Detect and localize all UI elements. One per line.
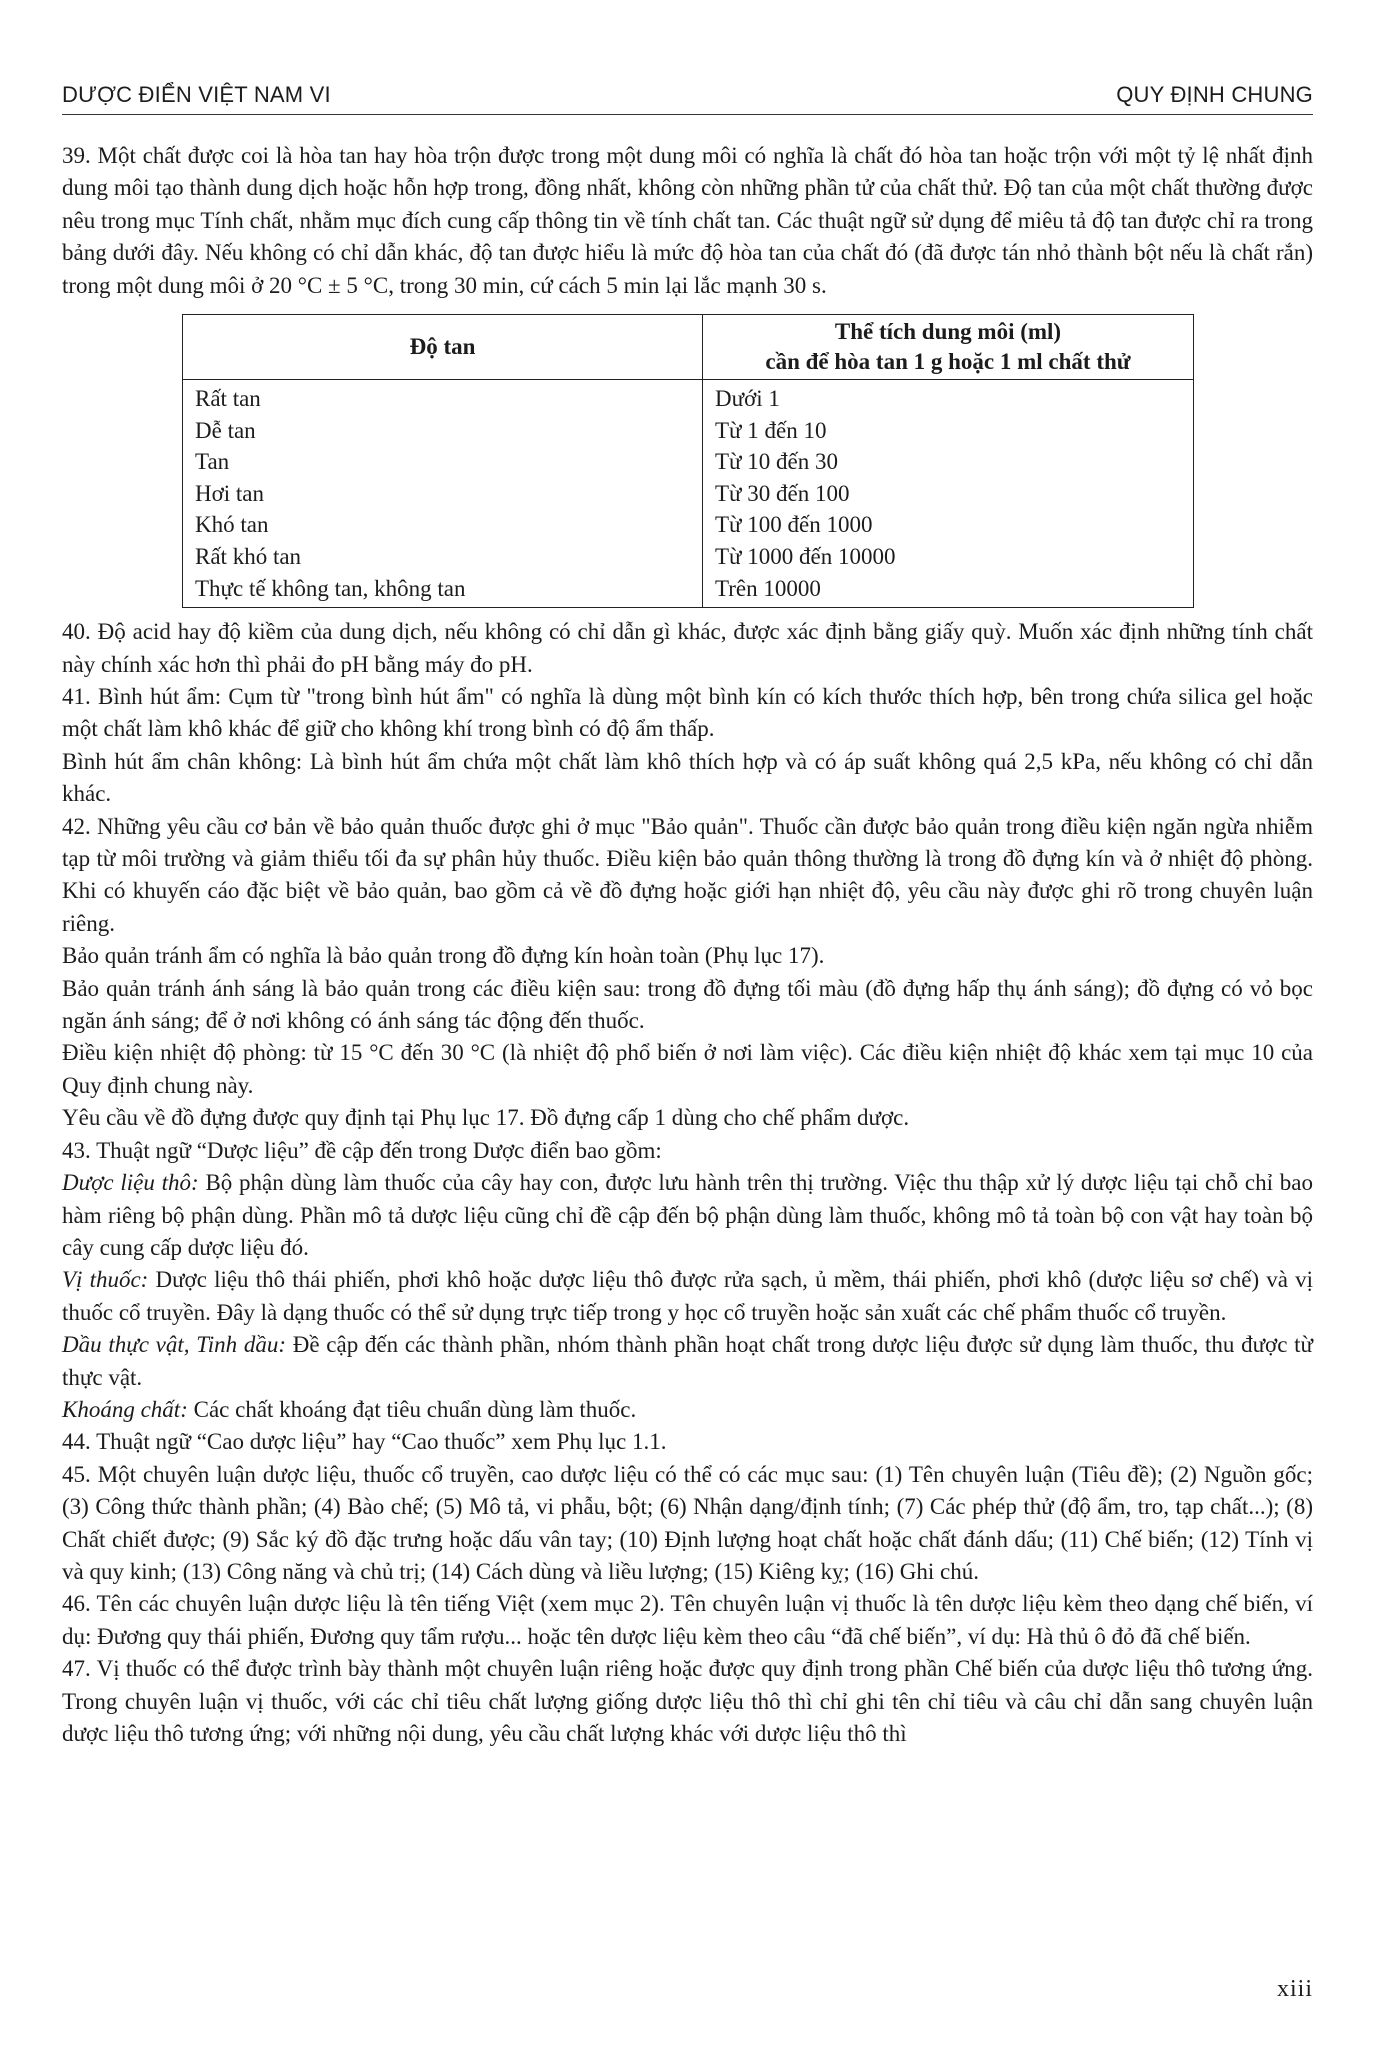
paragraph-42-containers: Yêu cầu về đồ đựng được quy định tại Phụ lục 17. Đồ đựng cấp 1 dùng cho chế phẩm dược. <box>62 1105 910 1131</box>
running-header <box>62 82 1313 115</box>
solubility-term: Hơi tan <box>183 478 703 510</box>
header-solubility: Độ tan <box>183 315 703 380</box>
paragraph-43-minerals <box>62 1394 1313 1426</box>
solubility-term: Rất tan <box>183 380 703 415</box>
paragraph-43-raw-material <box>62 1167 1313 1264</box>
header-book-title: DƯỢC ĐIỂN VIỆT NAM VI <box>62 82 331 107</box>
solvent-volume: Từ 100 đến 1000 <box>703 509 1194 541</box>
term-herbal-drug: Vị thuốc: <box>62 1267 149 1293</box>
paragraph-40: 40. Độ acid hay độ kiềm của dung dịch, nếu không có chỉ dẫn gì khác, được xác định bằng giấy quỳ. Muốn xác định những tính chất này chính xác hơn thì phải đo pH bằng máy đo pH. <box>62 619 1313 677</box>
paragraph-43: 43. Thuật ngữ “Dược liệu” đề cập đến trong Dược điển bao gồm: <box>62 1137 662 1163</box>
paragraph-43-herbal-drug <box>62 1264 1313 1329</box>
body-text <box>62 140 1313 1750</box>
page-number: xiii <box>1276 1976 1313 2002</box>
table-row <box>183 446 1194 478</box>
header-solvent-volume-line2: cần để hòa tan 1 g hoặc 1 ml chất thử <box>765 349 1131 375</box>
paragraph-45: 45. Một chuyên luận dược liệu, thuốc cổ truyền, cao dược liệu có thể có các mục sau: (1) Tên chuyên luận (Tiêu đề); (2) Nguồn gốc; (3) Công thức thành phần; (4) Bào chế; (5) Mô tả, vi phẫu, bột; (6) Nhận dạng/định tính; (7) Các phép thử (độ ẩm, tro, tạp chất...); (8) Chất chiết được; (9) Sắc ký đồ đặc trưng hoặc dấu vân tay; (10) Định lượng hoạt chất hoặc chất đánh dấu; (11) Chế biến; (12) Tính vị và quy kinh; (13) Công năng và chủ trị; (14) Cách dùng và liều lượng; (15) Kiêng kỵ; (16) Ghi chú. <box>62 1461 1313 1584</box>
definition-raw-material: Bộ phận dùng làm thuốc của cây hay con, được lưu hành trên thị trường. Việc thu thập xử lý dược liệu tại chỗ chỉ bao hàm riêng bộ phận dùng. Phần mô tả dược liệu cũng chỉ đề cập đến bộ phận dùng làm thuốc, không mô tả toàn bộ con vật hay toàn bộ cây cung cấp dược liệu đó. <box>62 1170 1313 1260</box>
table-row <box>183 509 1194 541</box>
paragraph-44: 44. Thuật ngữ “Cao dược liệu” hay “Cao thuốc” xem Phụ lục 1.1. <box>62 1429 667 1455</box>
paragraph-41-desiccator: 41. Bình hút ẩm: Cụm từ "trong bình hút ẩm" có nghĩa là dùng một bình kín có kích thước thích hợp, bên trong chứa silica gel hoặc một chất làm khô khác để giữ cho không khí trong bình có độ ẩm thấp. <box>62 684 1313 742</box>
solvent-volume: Từ 30 đến 100 <box>703 478 1194 510</box>
header-solvent-volume <box>703 315 1194 380</box>
solubility-term: Rất khó tan <box>183 541 703 573</box>
solubility-term: Khó tan <box>183 509 703 541</box>
header-solvent-volume-line1: Thể tích dung môi (ml) <box>834 319 1062 345</box>
solubility-term: Dễ tan <box>183 415 703 447</box>
header-section-title: QUY ĐỊNH CHUNG <box>1116 82 1313 107</box>
term-oils: Dầu thực vật, Tinh dầu: <box>62 1332 287 1358</box>
paragraph-46: 46. Tên các chuyên luận dược liệu là tên tiếng Việt (xem mục 2). Tên chuyên luận vị thuốc là tên dược liệu kèm theo dạng chế biến, ví dụ: Đương quy thái phiến, Đương quy tẩm rượu... hoặc tên dược liệu kèm theo câu “đã chế biến”, ví dụ: Hà thủ ô đỏ đã chế biến. <box>62 1591 1313 1649</box>
definition-herbal-drug: Dược liệu thô thái phiến, phơi khô hoặc dược liệu thô được rửa sạch, ủ mềm, thái phiến, phơi khô (dược liệu sơ chế) và vị thuốc cổ truyền. Đây là dạng thuốc có thể sử dụng trực tiếp trong y học cổ truyền hoặc sản xuất các chế phẩm thuốc cổ truyền. <box>62 1267 1313 1325</box>
paragraph-39: 39. Một chất được coi là hòa tan hay hòa trộn được trong một dung môi có nghĩa là chất đó hòa tan hoặc trộn với một tỷ lệ nhất định dung môi tạo thành dung dịch hoặc hỗn hợp trong, đồng nhất, không còn những phần tử của chất thử. Độ tan của một chất thường được nêu trong mục Tính chất, nhằm mục đích cung cấp thông tin về tính chất tan. Các thuật ngữ sử dụng để miêu tả độ tan được chỉ ra trong bảng dưới đây. Nếu không có chỉ dẫn khác, độ tan được hiểu là mức độ hòa tan của chất đó (đã được tán nhỏ thành bột nếu là chất rắn) trong một dung môi ở 20 °C ± 5 °C, trong 30 min, cứ cách 5 min lại lắc mạnh 30 s. <box>62 143 1313 298</box>
solubility-term: Tan <box>183 446 703 478</box>
term-raw-material: Dược liệu thô: <box>62 1170 199 1196</box>
solvent-volume: Từ 1000 đến 10000 <box>703 541 1194 573</box>
table-row <box>183 478 1194 510</box>
solubility-table <box>182 314 1194 608</box>
table-row <box>183 541 1194 573</box>
paragraph-42-moisture: Bảo quản tránh ẩm có nghĩa là bảo quản trong đồ đựng kín hoàn toàn (Phụ lục 17). <box>62 943 825 969</box>
paragraph-47: 47. Vị thuốc có thể được trình bày thành một chuyên luận riêng hoặc được quy định trong phần Chế biến của dược liệu thô tương ứng. Trong chuyên luận vị thuốc, với các chỉ tiêu chất lượng giống dược liệu thô thì chỉ ghi tên chỉ tiêu và câu chỉ dẫn sang chuyên luận dược liệu thô tương ứng; với những nội dung, yêu cầu chất lượng khác với dược liệu thô thì <box>62 1656 1313 1746</box>
definition-oils: Đề cập đến các thành phần, nhóm thành phần hoạt chất trong dược liệu được sử dụng làm thuốc, thu được từ thực vật. <box>62 1332 1313 1390</box>
solvent-volume: Từ 1 đến 10 <box>703 415 1194 447</box>
paragraph-41-vacuum-desiccator: Bình hút ẩm chân không: Là bình hút ẩm chứa một chất làm khô thích hợp và có áp suất không quá 2,5 kPa, nếu không có chỉ dẫn khác. <box>62 748 1313 807</box>
solubility-term: Thực tế không tan, không tan <box>183 573 703 608</box>
solvent-volume: Trên 10000 <box>703 573 1194 608</box>
table-header-row <box>183 315 1194 380</box>
solvent-volume: Từ 10 đến 30 <box>703 446 1194 478</box>
solvent-volume: Dưới 1 <box>703 380 1194 415</box>
term-minerals: Khoáng chất: <box>62 1396 188 1422</box>
table-row <box>183 573 1194 608</box>
paragraph-42-light: Bảo quản tránh ánh sáng là bảo quản trong các điều kiện sau: trong đồ đựng tối màu (đồ đựng hấp thụ ánh sáng); đồ đựng có vỏ bọc ngăn ánh sáng; để ở nơi không có ánh sáng tác động đến thuốc. <box>62 975 1313 1034</box>
definition-minerals: Các chất khoáng đạt tiêu chuẩn dùng làm thuốc. <box>187 1396 637 1422</box>
paragraph-43-oils <box>62 1329 1313 1394</box>
table-row <box>183 380 1194 415</box>
table-row <box>183 415 1194 447</box>
paragraph-42-storage: 42. Những yêu cầu cơ bản về bảo quản thuốc được ghi ở mục "Bảo quản". Thuốc cần được bảo quản trong điều kiện ngăn ngừa nhiễm tạp từ môi trường và giảm thiểu tối đa sự phân hủy thuốc. Điều kiện bảo quản thông thường là trong đồ đựng kín và ở nhiệt độ phòng. Khi có khuyến cáo đặc biệt về bảo quản, bao gồm cả về đồ đựng hoặc giới hạn nhiệt độ, yêu cầu này được ghi rõ trong chuyên luận riêng. <box>62 813 1313 936</box>
paragraph-42-room-temperature: Điều kiện nhiệt độ phòng: từ 15 °C đến 30 °C (là nhiệt độ phổ biến ở nơi làm việc). Các điều kiện nhiệt độ khác xem tại mục 10 của Quy định chung này. <box>62 1040 1313 1098</box>
